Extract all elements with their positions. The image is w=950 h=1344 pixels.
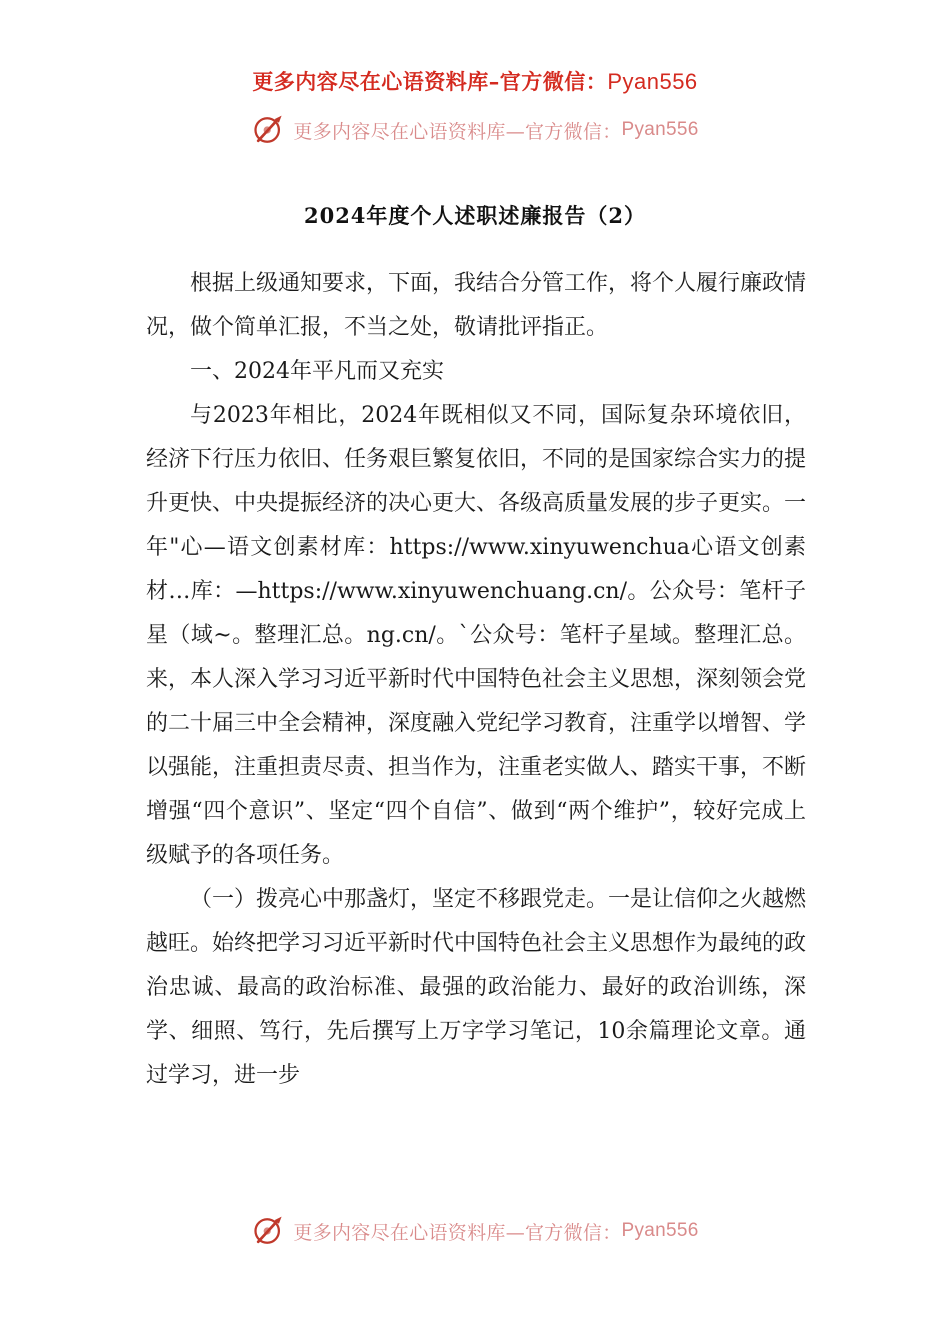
document-title: 2024年度个人述职述廉报告（2） xyxy=(303,203,647,228)
paragraph-intro: 根据上级通知要求，下面，我结合分管工作，将个人履行廉政情况，做个简单汇报，不当之处，敬请批评指正。 xyxy=(146,271,807,340)
paragraph-subsection-1: （一）拨亮心中那盏灯，坚定不移跟党走。一是让信仰之火越燃越旺。始终把学习习近平新时代中国特色社会主义思想作为最纯的政治忠诚、最高的政治标准、最强的政治能力、最好的政治训练，深学、细照、笃行，先后撰写上万字学习笔记，10余篇理论文章。通过学习，进一步 xyxy=(146,887,807,1088)
watermark-wechat-id: Pyan556 xyxy=(621,1220,699,1241)
watermark-bottom xyxy=(0,1211,950,1251)
banner-wechat-id: Pyan556 xyxy=(607,69,698,94)
watermark-wechat-id: Pyan556 xyxy=(621,119,699,140)
watermark-text: 更多内容尽在心语资料库—官方微信： xyxy=(293,120,622,143)
watermark-top xyxy=(0,110,950,150)
banner-text: 更多内容尽在心语资料库–官方微信： xyxy=(252,69,608,94)
document-body xyxy=(146,262,806,1098)
pen-logo-icon xyxy=(251,112,287,148)
paragraph-comparison: 与2023年相比，2024年既相似又不同，国际复杂环境依旧，经济下行压力依旧、任务艰巨繁复依旧，不同的是国家综合实力的提升更快、中央提振经济的决心更大、各级高质量发展的步子更实。一年"心—语文创素材库：https://www.xinyuwenchua心语文创素材…库：—https://www.xinyuwenchuang.cn/。公众号：笔杆子星（域~。整理汇总。ng.cn/。`公众号：笔杆子星域。整理汇总。来，本人深入学习习近平新时代中国特色社会主义思想，深刻领会党的二十届三中全会精神，深度融入党纪学习教育，注重学以增智、学以强能，注重担责尽责、担当作为，注重老实做人、踏实干事，不断增强“四个意识”、坚定“四个自信”、做到“两个维护”，较好完成上级赋予的各项任务。 xyxy=(146,403,807,868)
section-heading-1: 一、2024年平凡而又充实 xyxy=(190,359,444,384)
pen-logo-icon xyxy=(251,1213,287,1249)
watermark-text: 更多内容尽在心语资料库—官方微信： xyxy=(293,1221,622,1244)
header-banner xyxy=(0,66,950,96)
